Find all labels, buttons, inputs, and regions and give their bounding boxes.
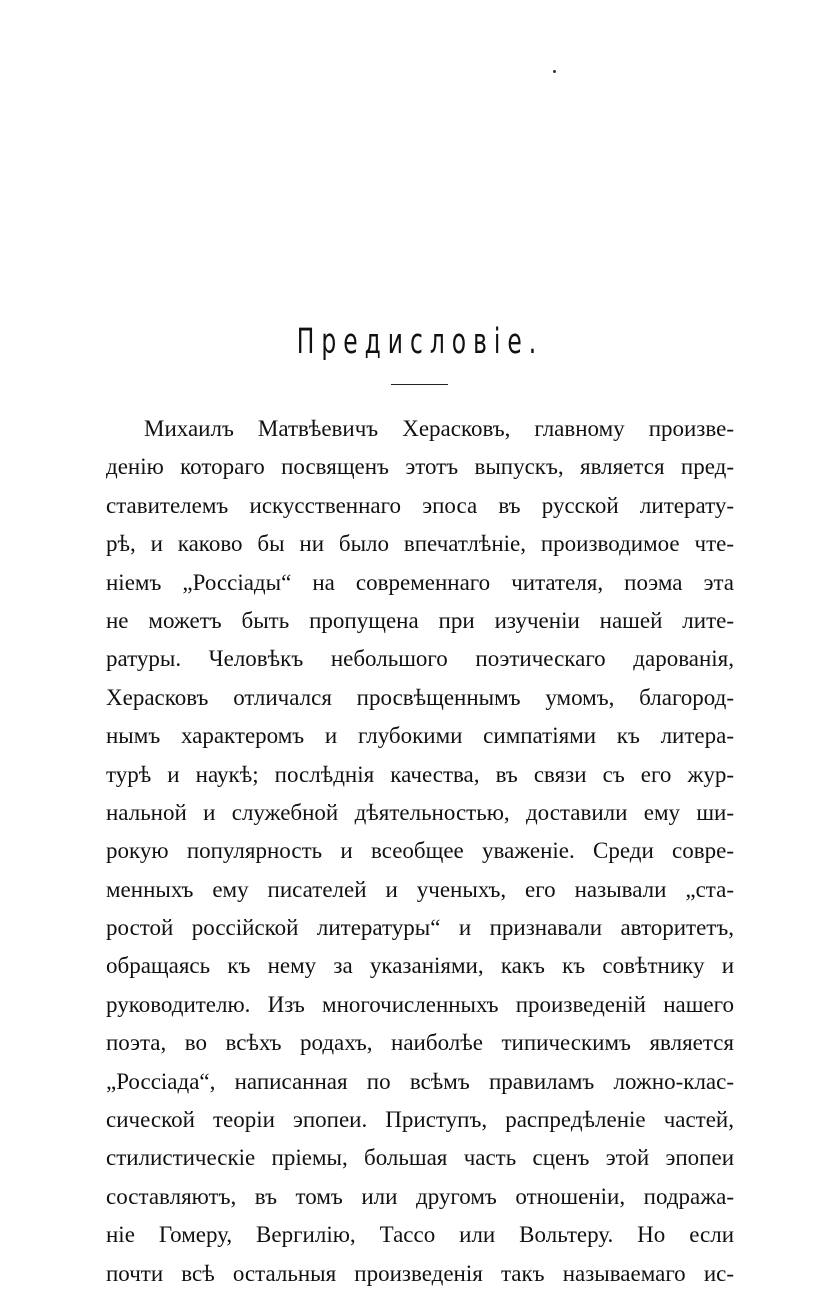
text-line: денію котораго посвященъ этотъ выпускъ, является пред- <box>106 454 734 480</box>
text-line: рѣ, и каково бы ни было впечатлѣніе, производимое чте- <box>106 531 734 557</box>
text-line: Михаилъ Матвѣевичъ Херасковъ, главному произве- <box>144 416 734 441</box>
title-rule <box>391 384 448 385</box>
text-line: рокую популярность и всеобщее уваженіе. Среди совре- <box>106 838 734 864</box>
text-line: поэта, во всѣхъ родахъ, наиболѣе типическимъ является <box>106 1030 734 1056</box>
text-line: составляютъ, въ томъ или другомъ отношеніи, подража- <box>106 1183 734 1209</box>
text-line: ставителемъ искусственнаго эпоса въ русской литерату- <box>106 492 734 518</box>
text-line: ніе Гомеру, Вергилію, Тассо или Вольтеру. Но если <box>106 1222 734 1248</box>
text-line: нальной и служебной дѣятельностью, доставили ему ши- <box>106 799 734 825</box>
text-line: сической теоріи эпопеи. Приступъ, распредѣленіе частей, <box>106 1107 734 1133</box>
text-line: руководителю. Изъ многочисленныхъ произведеній нашего <box>106 991 734 1017</box>
paragraph <box>106 410 734 1293</box>
text-line: турѣ и наукѣ; послѣднія качества, въ связи съ его жур- <box>106 761 734 787</box>
text-line: почти всѣ остальныя произведенія такъ называемаго ис- <box>106 1260 734 1286</box>
text-line: ратуры. Человѣкъ небольшого поэтическаго дарованія, <box>106 646 734 672</box>
text-line: менныхъ ему писателей и ученыхъ, его называли „ста- <box>106 876 734 902</box>
text-line: „Россіада“, написанная по всѣмъ правиламъ ложно-клас- <box>106 1068 734 1094</box>
text-line: стилистическіе пріемы, большая часть сценъ этой эпопеи <box>106 1145 734 1171</box>
text-line: обращаясь къ нему за указаніями, какъ къ совѣтнику и <box>106 953 734 979</box>
text-line: Херасковъ отличался просвѣщеннымъ умомъ, благород- <box>106 684 734 710</box>
text-line: ростой россійской литературы“ и признавали авторитетъ, <box>106 915 734 941</box>
text-line: нымъ характеромъ и глубокими симпатіями къ литера- <box>106 723 734 749</box>
text-line: не можетъ быть пропущена при изученіи нашей лите- <box>106 607 734 633</box>
text-line: ніемъ „Россіады“ на современнаго читателя, поэма эта <box>106 569 734 595</box>
page-title: Предисловіе. <box>296 322 544 363</box>
print-speck <box>553 70 556 73</box>
